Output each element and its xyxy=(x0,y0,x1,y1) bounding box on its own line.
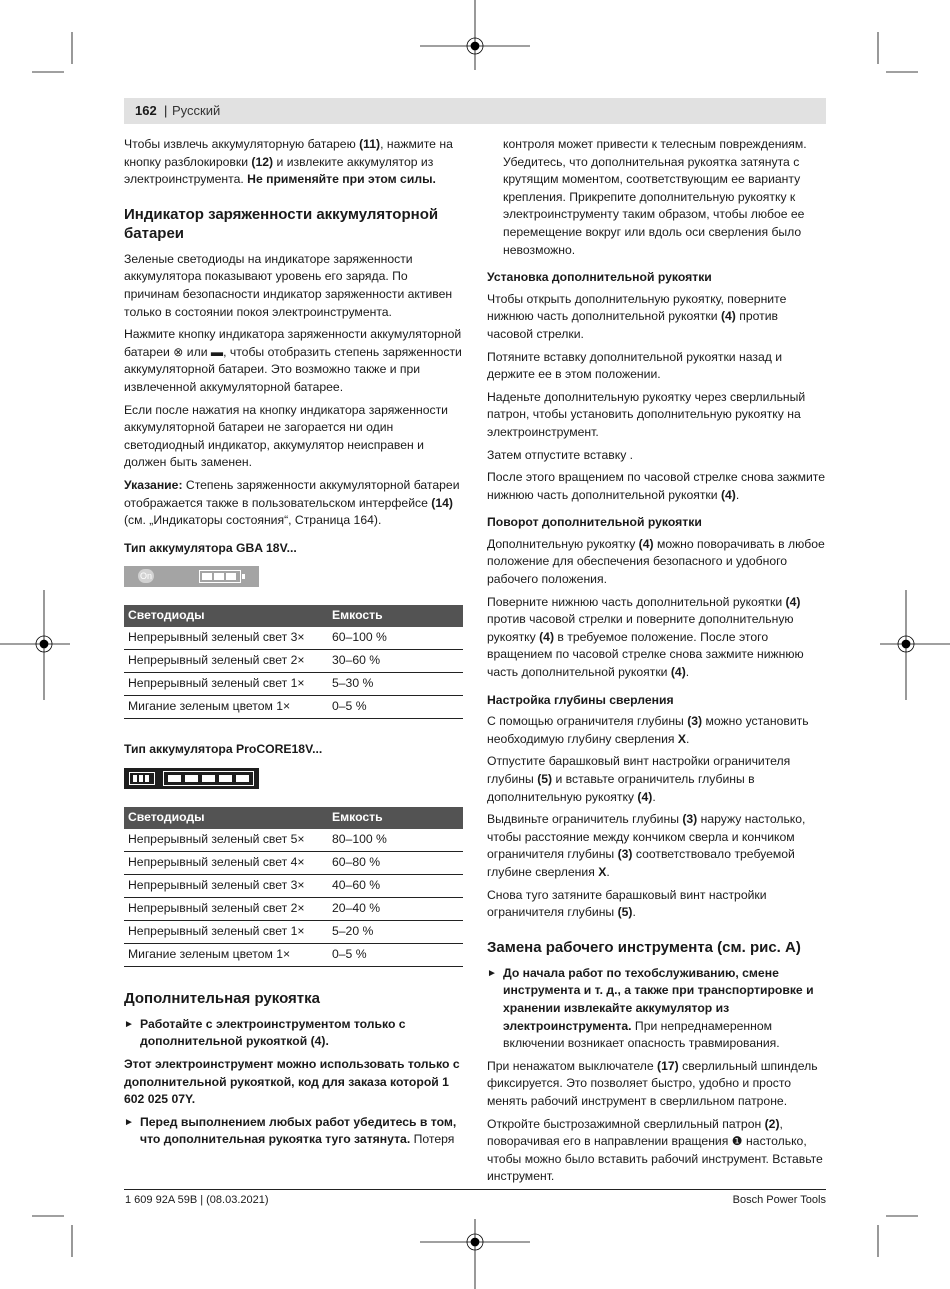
table-cell: Непрерывный зеленый свет 4× xyxy=(124,851,328,874)
table-cell: 0–5 % xyxy=(328,696,463,719)
table-cell: 5–30 % xyxy=(328,673,463,696)
footer-doc-number: 1 609 92A 59B | (08.03.2021) xyxy=(125,1194,269,1206)
heading-rotate-handle: Поворот дополнительной рукоятки xyxy=(487,515,702,530)
paragraph-indicator-2: Нажмите кнопку индикатора заряженности аккумуляторной батареи ⊗ или ▬, чтобы отобразить степень заряженности аккумуляторной батареи. Это возможно также и при извлеченной аккумуляторной батарее. xyxy=(124,327,462,394)
battery-small-icon xyxy=(129,772,155,785)
paragraph-depth-3: Выдвиньте ограничитель глубины (3) наружу настолько, чтобы расстояние между кончиком сверла и кончиком ограничителя глубины (3) соответствовало требуемой глубине сверления X. xyxy=(487,812,806,879)
table-cell: 60–100 % xyxy=(328,627,463,650)
paragraph-depth-4: Снова туго затяните барашковый винт настройки ограничителя глубины (5). xyxy=(487,887,767,920)
table-row xyxy=(124,897,463,920)
table-cell: Непрерывный зеленый свет 2× xyxy=(124,650,328,673)
paragraph-install-3: Наденьте дополнительную рукоятку через сверлильный патрон, чтобы установить дополнительную рукоятку на электроинструмент. xyxy=(487,389,806,439)
column-header-leds: Светодиоды xyxy=(124,807,328,829)
paragraph-depth-1: С помощью ограничителя глубины (3) можно установить необходимую глубину сверления X. xyxy=(487,714,809,746)
table-row xyxy=(124,920,463,943)
paragraph-rotate-1: Дополнительную рукоятку (4) можно поворачивать в любое положение для обеспечения безопасного и удобного рабочего положения. xyxy=(487,536,825,587)
page-number: 162 xyxy=(135,103,157,118)
heading-procore: Тип аккумулятора ProCORE18V... xyxy=(124,742,323,757)
gba-indicator-illustration xyxy=(124,566,259,587)
battery-level-bar-icon xyxy=(163,771,254,786)
paragraph-install-2: Потяните вставку дополнительной рукоятки назад и держите ее в этом положении. xyxy=(487,349,783,382)
procore-indicator-illustration xyxy=(124,768,259,789)
paragraph-tool-1: При ненажатом выключателе (17) сверлильный шпиндель фиксируется. Это позволяет быстро, удобно и просто менять рабочий инструмент в сверлильном патроне. xyxy=(487,1058,818,1108)
header-language: Русский xyxy=(172,103,221,118)
table-cell: Непрерывный зеленый свет 3× xyxy=(124,627,328,650)
battery-icon: ▬ xyxy=(210,344,224,359)
battery-level-icon xyxy=(199,570,241,583)
footer-brand: Bosch Power Tools xyxy=(732,1194,826,1206)
header-separator: | xyxy=(164,103,168,118)
paragraph-remove-battery: Чтобы извлечь аккумуляторную батарею (11), нажмите на кнопку разблокировки (12) и извлеките аккумулятор из электроинструмента. Не применяйте при этом силы. xyxy=(124,137,453,187)
paragraph-indicator-3: Если после нажатия на кнопку индикатора заряженности аккумуляторной батареи не загорается ни один светодиодный индикатор, аккумулятор неисправен и должен быть заменен. xyxy=(124,402,448,470)
paragraph-note: Указание: Степень заряженности аккумуляторной батареи отображается также в пользовательском интерфейсе (14) (см. „Индикаторы состояния“, Страница 164). xyxy=(124,477,460,528)
table-header-row xyxy=(124,605,463,627)
table-cell: Непрерывный зеленый свет 2× xyxy=(124,897,328,920)
table-cell: Непрерывный зеленый свет 1× xyxy=(124,920,328,943)
left-column xyxy=(124,136,464,1154)
paragraph-install-5: После этого вращением по часовой стрелке снова зажмите нижнюю часть дополнительной рукоятки (4). xyxy=(487,470,826,502)
table-row xyxy=(124,943,463,966)
table-row xyxy=(124,650,463,673)
page-header xyxy=(124,98,826,124)
table-row xyxy=(124,829,463,852)
column-header-leds: Светодиоды xyxy=(124,605,328,627)
bullet-arrow-icon: ► xyxy=(487,967,497,979)
table-cell: Непрерывный зеленый свет 5× xyxy=(124,829,328,852)
heading-gba: Тип аккумулятора GBA 18V... xyxy=(124,540,297,555)
table-cell: 80–100 % xyxy=(328,829,463,852)
heading-tool-change: Замена рабочего инструмента (см. рис. A) xyxy=(487,938,801,956)
heading-install-handle: Установка дополнительной рукоятки xyxy=(487,270,712,285)
paragraph-indicator-1: Зеленые светодиоды на индикаторе заряженности аккумулятора показывают уровень его заряда. По причинам безопасности индикатор заряженности активен только в состоянии покоя электроинструмента. xyxy=(124,251,453,319)
paragraph-install-4: Затем отпустите вставку . xyxy=(487,447,634,462)
paragraph-handle-order-code: Этот электроинструмент можно использовать только с дополнительной рукояткой, код для заказа которой 1 602 025 07Y. xyxy=(124,1057,460,1107)
warning-handle-only: ► Работайте с электроинструментом только с дополнительной рукояткой (4). xyxy=(124,1016,406,1049)
table-cell: 5–20 % xyxy=(328,920,463,943)
table-cell: Мигание зеленым цветом 1× xyxy=(124,696,328,719)
paragraph-rotate-2: Поверните нижнюю часть дополнительной рукоятки (4) против часовой стрелки и поверните дополнительную рукоятку (4) в требуемое положение. После этого вращением по часовой стрелке снова зажмите нижнюю часть дополнительной рукоятки (4). xyxy=(487,594,804,680)
table-header-row xyxy=(124,807,463,829)
warning-handle-tight: ► Перед выполнением любых работ убедитесь в том, что дополнительная рукоятка туго затянута. Потеря xyxy=(124,1114,457,1147)
table-cell: 0–5 % xyxy=(328,943,463,966)
table-cell: Непрерывный зеленый свет 1× xyxy=(124,673,328,696)
heading-drill-depth: Настройка глубины сверления xyxy=(487,692,674,707)
heading-charge-indicator: Индикатор заряженности аккумуляторной батареи xyxy=(124,205,439,242)
paragraph-install-1: Чтобы открыть дополнительную рукоятку, поверните нижнюю часть дополнительной рукоятки (4) против часовой стрелки. xyxy=(487,291,787,341)
right-column xyxy=(487,136,827,1191)
heading-aux-handle: Дополнительная рукоятка xyxy=(124,989,320,1007)
table-row xyxy=(124,696,463,719)
paragraph-depth-2: Отпустите барашковый винт настройки ограничителя глубины (5) и вставьте ограничитель глубины в дополнительную рукоятку (4). xyxy=(487,754,791,804)
warning-remove-battery: ► До начала работ по техобслуживанию, смене инструмента и т. д., а также при транспортировке и хранении извлекайте аккумулятор из электроинструмента. При непреднамеренном включении возникает опасность травмирования. xyxy=(487,965,814,1051)
bullet-arrow-icon: ► xyxy=(124,1116,134,1128)
procore-led-table xyxy=(124,807,463,967)
gba-led-table xyxy=(124,605,463,719)
paragraph-continuation: контроля может привести к телесным повреждениям. Убедитесь, что дополнительная рукоятка затянута с крутящим моментом, соответствующим ее варианту крепления. Прикрепите дополнительную рукоятку к электроинструменту таким образом, чтобы любое ее перемещение вокруг или вдоль оси сверления было невозможно. xyxy=(503,137,807,257)
indicator-button-icon: ⊗ xyxy=(173,344,184,359)
table-cell: 40–60 % xyxy=(328,874,463,897)
table-cell: Мигание зеленым цветом 1× xyxy=(124,943,328,966)
column-header-capacity: Емкость xyxy=(328,807,463,829)
table-row xyxy=(124,874,463,897)
column-header-capacity: Емкость xyxy=(328,605,463,627)
paragraph-tool-2: Откройте быстрозажимной сверлильный патрон (2), поворачивая его в направлении вращения ❶ настолько, чтобы можно было вставить рабочий инструмент. Вставьте инструмент. xyxy=(487,1116,823,1184)
rotation-step-icon: ❶ xyxy=(731,1134,743,1149)
table-cell: Непрерывный зеленый свет 3× xyxy=(124,874,328,897)
table-row xyxy=(124,851,463,874)
table-cell: 60–80 % xyxy=(328,851,463,874)
table-row xyxy=(124,673,463,696)
table-cell: 30–60 % xyxy=(328,650,463,673)
table-row xyxy=(124,627,463,650)
footer-divider xyxy=(124,1189,826,1190)
on-button-icon: On xyxy=(139,571,152,582)
table-cell: 20–40 % xyxy=(328,897,463,920)
bullet-arrow-icon: ► xyxy=(124,1018,134,1030)
